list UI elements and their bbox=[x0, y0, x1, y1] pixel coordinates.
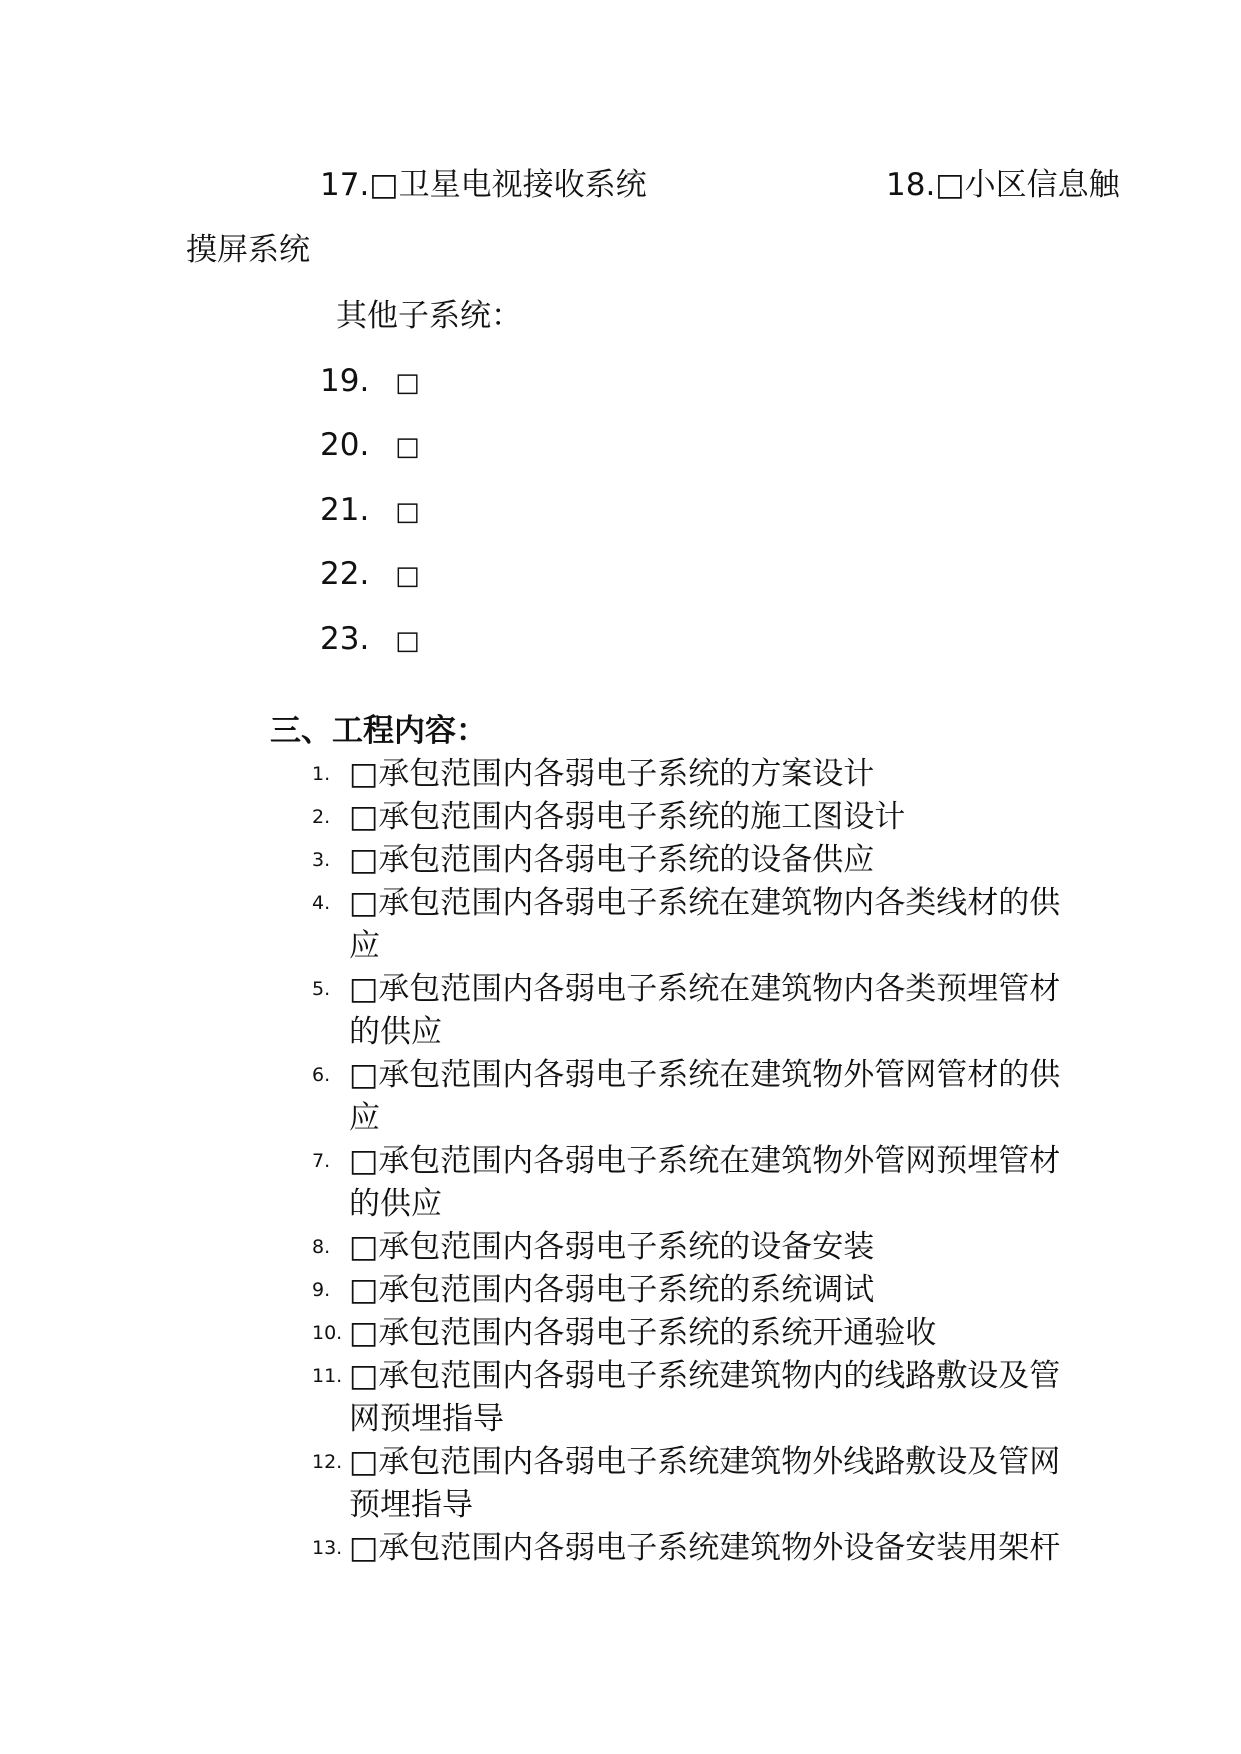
system-item-18: 18.□小区信息触 bbox=[886, 167, 1120, 203]
item-text: □承包范围内各弱电子系统建筑物内的线路敷设及管 bbox=[349, 1358, 1061, 1394]
item-number: 11. bbox=[312, 1365, 343, 1387]
item-text-continuation: 网预埋指导 bbox=[349, 1401, 504, 1437]
item-number: 4. bbox=[312, 892, 331, 914]
system-item-18-continuation: 摸屏系统 bbox=[186, 232, 310, 268]
item-number: 3. bbox=[312, 849, 331, 871]
item-text-continuation: 的供应 bbox=[349, 1014, 442, 1050]
item-text: □承包范围内各弱电子系统建筑物外设备安装用架杆 bbox=[349, 1530, 1061, 1566]
item-number: 22. bbox=[320, 556, 370, 592]
blank-system-item bbox=[320, 490, 420, 532]
item-text-continuation: 应 bbox=[349, 1100, 380, 1136]
item-number: 19. bbox=[320, 363, 370, 399]
item-number: 7. bbox=[312, 1150, 331, 1172]
item-number: 23. bbox=[320, 621, 370, 657]
checkbox-icon: □ bbox=[395, 626, 420, 656]
item-text: □承包范围内各弱电子系统的方案设计 bbox=[349, 756, 875, 792]
item-number: 6. bbox=[312, 1064, 331, 1086]
checkbox-icon: □ bbox=[395, 497, 420, 527]
item-text: □承包范围内各弱电子系统在建筑物外管网预埋管材 bbox=[349, 1143, 1061, 1179]
item-text-continuation: 的供应 bbox=[349, 1186, 442, 1222]
blank-system-item bbox=[320, 361, 420, 403]
item-number: 8. bbox=[312, 1236, 331, 1258]
item-number: 13. bbox=[312, 1537, 343, 1559]
item-number: 21. bbox=[320, 492, 370, 528]
checkbox-icon: □ bbox=[395, 432, 420, 462]
item-text: □承包范围内各弱电子系统的施工图设计 bbox=[349, 799, 906, 835]
section-heading: 三、工程内容： bbox=[270, 713, 487, 749]
blank-system-item bbox=[320, 554, 420, 596]
checkbox-icon: □ bbox=[395, 368, 420, 398]
checkbox-icon: □ bbox=[395, 561, 420, 591]
blank-system-item bbox=[320, 619, 420, 661]
item-number: 9. bbox=[312, 1279, 331, 1301]
item-text: □承包范围内各弱电子系统建筑物外线路敷设及管网 bbox=[349, 1444, 1061, 1480]
item-number: 5. bbox=[312, 978, 331, 1000]
item-text: □承包范围内各弱电子系统的系统调试 bbox=[349, 1272, 875, 1308]
item-text-continuation: 应 bbox=[349, 928, 380, 964]
item-text: □承包范围内各弱电子系统在建筑物内各类预埋管材 bbox=[349, 971, 1061, 1007]
item-number: 10. bbox=[312, 1322, 343, 1344]
item-text: □承包范围内各弱电子系统的系统开通验收 bbox=[349, 1315, 937, 1351]
item-text: □承包范围内各弱电子系统在建筑物外管网管材的供 bbox=[349, 1057, 1061, 1093]
blank-system-item bbox=[320, 425, 420, 467]
item-text: □承包范围内各弱电子系统在建筑物内各类线材的供 bbox=[349, 885, 1061, 921]
item-number: 2. bbox=[312, 806, 331, 828]
item-text-continuation: 预埋指导 bbox=[349, 1487, 473, 1523]
other-subsystems-label: 其他子系统： bbox=[336, 298, 522, 334]
item-text: □承包范围内各弱电子系统的设备供应 bbox=[349, 842, 875, 878]
item-number: 1. bbox=[312, 763, 331, 785]
item-number: 12. bbox=[312, 1451, 343, 1473]
item-number: 20. bbox=[320, 427, 370, 463]
system-item-17: 17.□卫星电视接收系统 bbox=[320, 167, 647, 203]
item-text: □承包范围内各弱电子系统的设备安装 bbox=[349, 1229, 875, 1265]
